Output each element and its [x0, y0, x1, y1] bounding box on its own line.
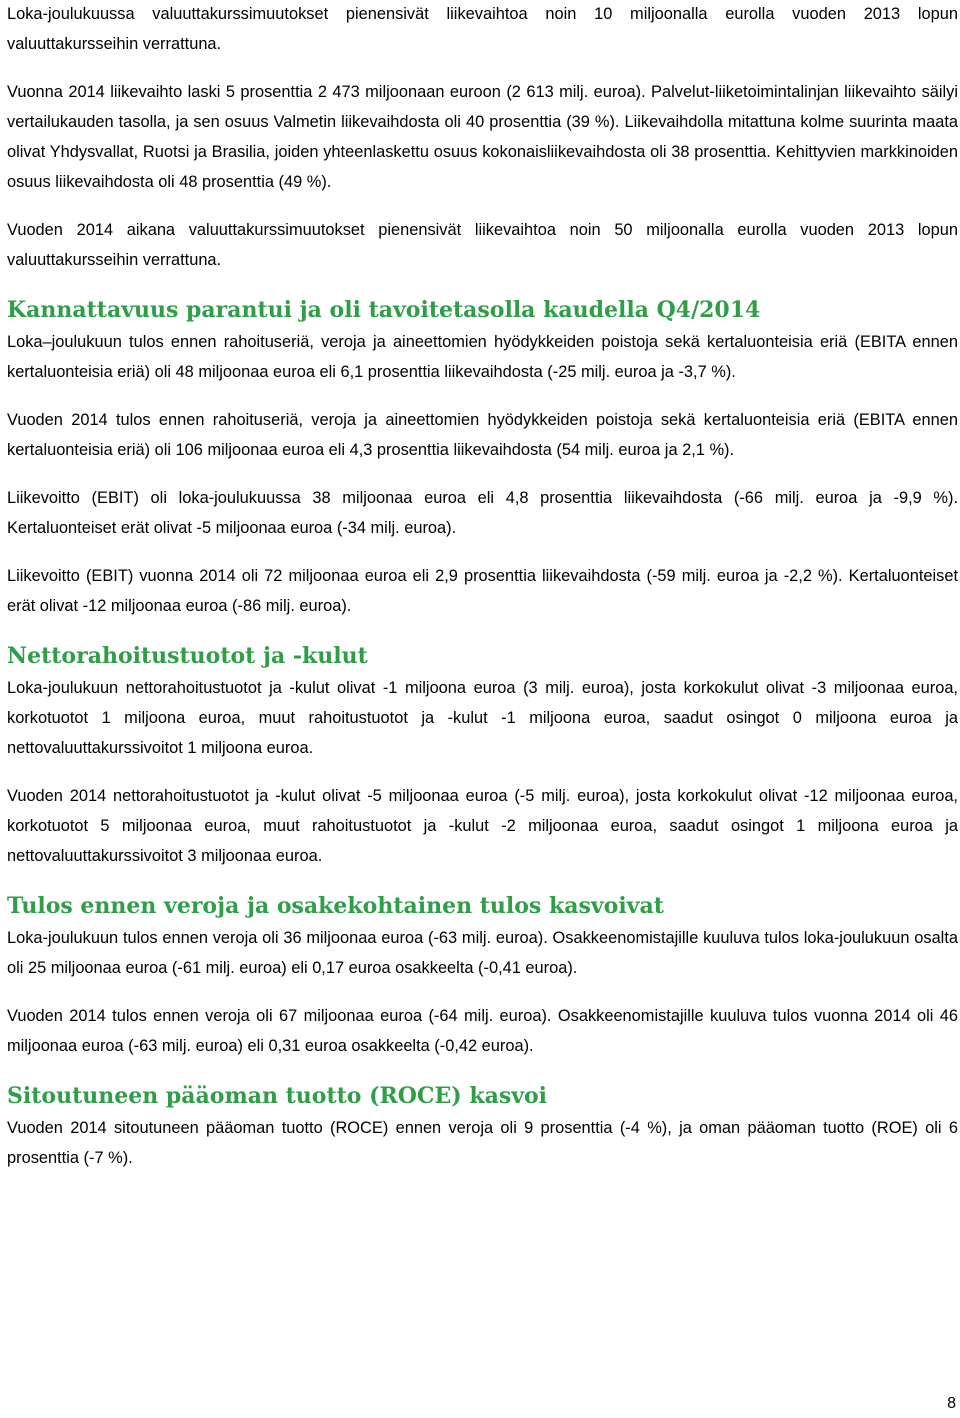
financial-items-paragraph-2: Vuoden 2014 nettorahoitustuotot ja -kulut olivat -5 miljoonaa euroa (-5 milj. euroa), josta korkokulut olivat -12 miljoonaa euroa, korkotuotot 5 miljoonaa euroa, muut rahoitustuotot ja -kulut -2 miljoonaa euroa, saadut osingot 1 miljoona euroa ja nettovaluuttakurssivoitot 3 miljoonaa euroa. [7, 787, 958, 865]
profitability-paragraph-2: Vuoden 2014 tulos ennen rahoituseriä, veroja ja aineettomien hyödykkeiden poistoja sekä kertaluonteisia eriä (EBITA ennen kertaluonteisia eriä) oli 106 miljoonaa euroa eli 4,3 prosenttia liikevaihdosta (54 milj. euroa ja 2,1 %). [7, 411, 958, 459]
roce-paragraph-1: Vuoden 2014 sitoutuneen pääoman tuotto (ROCE) ennen veroja oli 9 prosenttia (-4 %), ja oman pääoman tuotto (ROE) oli 6 prosenttia (-7 %). [7, 1119, 958, 1167]
profitability-paragraph-1: Loka–joulukuun tulos ennen rahoituseriä, veroja ja aineettomien hyödykkeiden poistoja sekä kertaluonteisia eriä (EBITA ennen kertaluonteisia eriä) oli 48 miljoonaa euroa eli 6,1 prosenttia liikevaihdosta (-25 milj. euroa ja -3,7 %). [7, 333, 958, 381]
financial-items-paragraph-1: Loka-joulukuun nettorahoitustuotot ja -kulut olivat -1 miljoona euroa (3 milj. euroa), josta korkokulut olivat -3 miljoonaa euroa, korkotuotot 1 miljoona euroa, muut rahoitustuotot ja -kulut -1 miljoona euroa, saadut osingot 0 miljoona euroa ja nettovaluuttakurssivoitot 1 miljoona euroa. [7, 679, 958, 757]
heading-profitability: Kannattavuus parantui ja oli tavoitetasolla kaudella Q4/2014 [7, 297, 761, 323]
page-number: 8 [947, 1395, 956, 1412]
profitability-paragraph-4: Liikevoitto (EBIT) vuonna 2014 oli 72 miljoonaa euroa eli 2,9 prosenttia liikevaihdosta (-59 milj. euroa ja -2,2 %). Kertaluonteiset erät olivat -12 miljoonaa euroa (-86 milj. euroa). [7, 567, 958, 615]
intro-paragraph-2: Vuonna 2014 liikevaihto laski 5 prosenttia 2 473 miljoonaan euroon (2 613 milj. euroa). Palvelut-liiketoimintalinjan liikevaihto säilyi vertailukauden tasolla, ja sen osuus Valmetin liikevaihdosta oli 40 prosenttia (39 %). Liikevaihdolla mitattuna kolme suurinta maata olivat Yhdysvallat, Ruotsi ja Brasilia, joiden yhteenlaskettu osuus kokonaisliikevaihdosta oli 38 prosenttia. Kehittyvien markkinoiden osuus liikevaihdosta oli 48 prosenttia (49 %). [7, 83, 958, 191]
intro-paragraph-3: Vuoden 2014 aikana valuuttakurssimuutokset pienensivät liikevaihtoa noin 50 miljoonalla eurolla vuoden 2013 lopun valuuttakursseihin verrattuna. [7, 221, 958, 269]
heading-profit-before-taxes: Tulos ennen veroja ja osakekohtainen tulos kasvoivat [7, 893, 664, 919]
document-page [7, 0, 958, 1191]
profit-paragraph-2: Vuoden 2014 tulos ennen veroja oli 67 miljoonaa euroa (-64 milj. euroa). Osakkeenomistajille kuuluva tulos vuonna 2014 oli 46 miljoonaa euroa (-63 milj. euroa) eli 0,31 euroa osakkeelta (-0,42 euroa). [7, 1007, 958, 1055]
intro-paragraph-1: Loka-joulukuussa valuuttakurssimuutokset pienensivät liikevaihtoa noin 10 miljoonalla eurolla vuoden 2013 lopun valuuttakursseihin verrattuna. [7, 5, 958, 53]
heading-net-financial-items: Nettorahoitustuotot ja -kulut [7, 643, 368, 669]
profitability-paragraph-3: Liikevoitto (EBIT) oli loka-joulukuussa 38 miljoonaa euroa eli 4,8 prosenttia liikevaihdosta (-66 milj. euroa ja -9,9 %). Kertaluonteiset erät olivat -5 miljoonaa euroa (-34 milj. euroa). [7, 489, 958, 537]
heading-roce: Sitoutuneen pääoman tuotto (ROCE) kasvoi [7, 1083, 548, 1109]
profit-paragraph-1: Loka-joulukuun tulos ennen veroja oli 36 miljoonaa euroa (-63 milj. euroa). Osakkeenomistajille kuuluva tulos loka-joulukuun osalta oli 25 miljoonaa euroa (-61 milj. euroa) eli 0,17 euroa osakkeelta (-0,41 euroa). [7, 929, 958, 977]
